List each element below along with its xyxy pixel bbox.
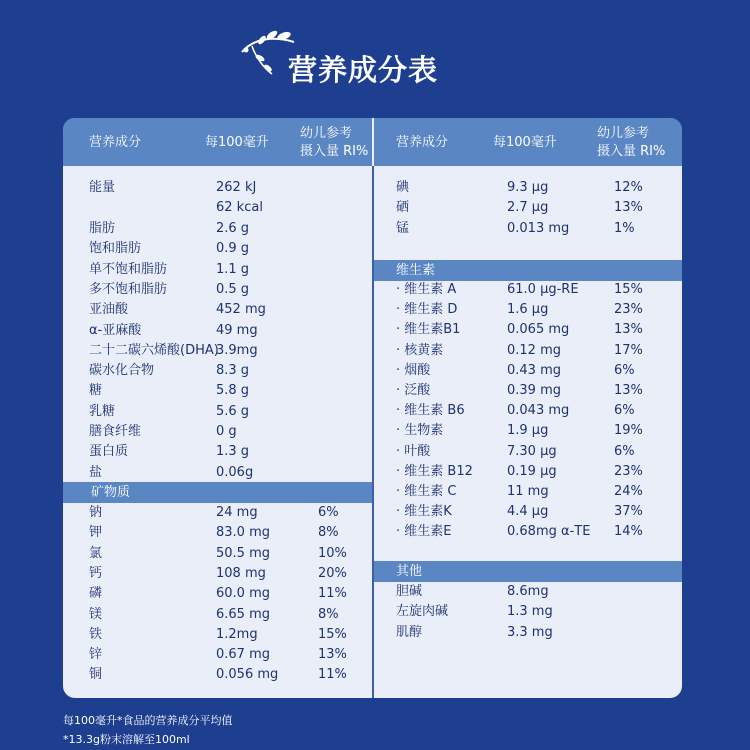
table-row (63, 198, 682, 218)
cell-name: 亚油酸 (89, 302, 129, 318)
cell-value: 8.3 g (216, 363, 250, 379)
table-row (63, 462, 682, 482)
table-row (63, 582, 682, 602)
cell-ri: 19% (614, 423, 643, 439)
cell-value: 1.6 µg (507, 302, 549, 318)
cell-name: 钠 (89, 505, 103, 520)
table-row (63, 381, 682, 401)
cell-name: · 维生素E (396, 524, 452, 540)
table-row (63, 260, 682, 280)
cell-name: 碘 (396, 180, 410, 195)
table-header-left (63, 118, 372, 166)
cell-ri: 23% (614, 302, 643, 318)
cell-name: 饱和脂肪 (89, 241, 142, 257)
table-row (63, 482, 682, 502)
header-ri-line1: 幼儿参考 (597, 126, 650, 141)
cell-ri: 8% (318, 525, 339, 541)
cell-name: 糖 (89, 383, 103, 399)
cell-value: 0.056 mg (216, 667, 279, 683)
cell-value: 50.5 mg (216, 545, 270, 561)
cell-value: 2.6 g (216, 221, 250, 236)
table-row (63, 280, 682, 300)
header-value: 每100毫升 (205, 135, 269, 150)
cell-value: 11 mg (507, 484, 549, 499)
header-ri-line1: 幼儿参考 (300, 126, 353, 141)
cell-value: 0.39 mg (507, 383, 561, 398)
cell-name: · 维生素 A (396, 282, 457, 297)
table-row (63, 522, 682, 542)
cell-value: 0.065 mg (507, 322, 570, 338)
cell-name: 脂肪 (89, 221, 116, 236)
cell-name: 能量 (89, 180, 116, 195)
cell-name: · 维生素 D (396, 302, 458, 318)
cell-value: 4.4 µg (507, 504, 549, 520)
cell-value: 0.043 mg (507, 403, 570, 419)
cell-value: 0 g (216, 424, 237, 439)
cell-value: 24 mg (216, 505, 258, 520)
cell-ri: 10% (318, 545, 347, 561)
header-ri-line2: 摄入量 RI% (597, 144, 666, 159)
table-row (63, 502, 682, 522)
cell-name: · 维生素B1 (396, 322, 461, 338)
cell-name: 锌 (89, 647, 103, 663)
cell-name: · 烟酸 (396, 362, 431, 378)
table-header-right (374, 118, 682, 166)
cell-ri: 1% (614, 220, 635, 236)
footnote-2: *13.3g粉末溶解至100ml (63, 733, 190, 746)
cell-value: 7.30 µg (507, 443, 557, 459)
cell-value: 1.3 mg (507, 604, 553, 620)
table-row (63, 623, 682, 643)
cell-name: 肌醇 (396, 624, 423, 640)
cell-ri: 8% (318, 606, 339, 622)
cell-ri: 13% (614, 200, 643, 216)
cell-name: 多不饱和脂肪 (89, 281, 168, 297)
table-row (63, 602, 682, 622)
cell-ri: 24% (614, 484, 643, 499)
cell-name: · 叶酸 (396, 443, 431, 459)
cell-value: 0.5 g (216, 281, 250, 297)
cell-value: 262 kJ (216, 180, 257, 195)
table-row (63, 341, 682, 361)
footnote-1: 每100毫升*食品的营养成分平均值 (63, 714, 233, 727)
cell-ri: 14% (614, 524, 643, 540)
cell-name: 左旋肉碱 (396, 604, 449, 620)
table-row (63, 219, 682, 239)
table-row (63, 300, 682, 320)
cell-ri: 17% (614, 342, 643, 358)
header-ri-line2: 摄入量 RI% (300, 144, 369, 159)
cell-ri: 23% (614, 463, 643, 479)
cell-value: 3.3 mg (507, 624, 553, 640)
cell-name: · 泛酸 (396, 383, 431, 398)
cell-name: · 维生素 B12 (396, 463, 473, 479)
table-row (63, 564, 682, 584)
cell-ri: 11% (318, 667, 347, 683)
cell-name: 单不饱和脂肪 (89, 261, 168, 277)
table-row (63, 421, 682, 441)
cell-value: 2.7 µg (507, 200, 549, 216)
cell-value: 452 mg (216, 302, 266, 318)
cell-name: · 生物素 (396, 423, 444, 439)
cell-ri: 15% (318, 626, 347, 642)
cell-value: 1.9 µg (507, 423, 549, 439)
section-minerals: 矿物质 (63, 482, 372, 503)
header-name: 营养成分 (89, 135, 142, 150)
cell-value: 0.12 mg (507, 342, 561, 358)
cell-name: 膳食纤维 (89, 424, 142, 439)
cell-name: 氯 (89, 545, 103, 561)
cell-ri: 6% (614, 443, 635, 459)
cell-value: 6.65 mg (216, 606, 270, 622)
cell-name: · 维生素 B6 (396, 403, 465, 419)
cell-value: 1.3 g (216, 444, 250, 460)
cell-name: 铜 (89, 667, 103, 683)
section-others: 其他 (374, 561, 682, 582)
header-name: 营养成分 (396, 135, 449, 150)
cell-name: 乳糖 (89, 403, 116, 419)
cell-name: 蛋白质 (89, 444, 129, 460)
table-row (63, 361, 682, 381)
cell-value: 5.6 g (216, 403, 250, 419)
cell-ri: 6% (318, 505, 339, 520)
cell-value: 61.0 µg-RE (507, 282, 579, 297)
cell-value: 3.9mg (216, 342, 258, 358)
cell-value: 62 kcal (216, 200, 263, 216)
cell-ri: 6% (614, 403, 635, 419)
cell-value: 0.68mg α-TE (507, 524, 591, 540)
nutrition-table (63, 118, 682, 698)
table-row (63, 239, 682, 259)
cell-value: 5.8 g (216, 383, 250, 399)
cell-name: · 核黄素 (396, 342, 444, 358)
cell-name: 盐 (89, 464, 103, 480)
cell-value: 0.19 µg (507, 463, 557, 479)
cell-name: 钙 (89, 565, 103, 581)
cell-value: 108 mg (216, 565, 266, 581)
table-row (63, 645, 682, 665)
cell-name: α-亚麻酸 (89, 322, 142, 338)
cell-name: 镁 (89, 606, 103, 622)
cell-ri: 15% (614, 282, 643, 297)
cell-name: · 维生素K (396, 504, 452, 520)
cell-value: 0.013 mg (507, 220, 570, 236)
cell-value: 0.67 mg (216, 647, 270, 663)
cell-name: 碳水化合物 (89, 363, 155, 379)
cell-ri: 12% (614, 180, 643, 195)
cell-ri: 20% (318, 565, 347, 581)
cell-ri: 13% (614, 383, 643, 398)
cell-name: 硒 (396, 200, 410, 216)
table-row (63, 178, 682, 198)
cell-value: 83.0 mg (216, 525, 270, 541)
cell-name: · 维生素 C (396, 484, 457, 499)
cell-value: 1.1 g (216, 261, 250, 277)
cell-ri: 6% (614, 362, 635, 378)
cell-name: 铁 (89, 626, 103, 642)
cell-ri: 13% (614, 322, 643, 338)
table-row (63, 401, 682, 421)
cell-value: 0.06g (216, 464, 254, 480)
table-row (63, 442, 682, 462)
cell-name: 胆碱 (396, 584, 423, 599)
cell-value: 0.43 mg (507, 362, 561, 378)
table-row (63, 544, 682, 564)
table-row (63, 320, 682, 340)
cell-value: 60.0 mg (216, 586, 270, 602)
cell-name: 二十二碳六烯酸(DHA) (89, 342, 219, 358)
cell-ri: 37% (614, 504, 643, 520)
cell-name: 磷 (89, 586, 103, 602)
cell-value: 9.3 µg (507, 180, 549, 195)
cell-value: 49 mg (216, 322, 258, 338)
table-row (63, 665, 682, 685)
page-title: 营养成分表 (288, 53, 439, 87)
section-vitamins: 维生素 (374, 260, 682, 281)
cell-ri: 13% (318, 647, 347, 663)
cell-ri: 11% (318, 586, 347, 602)
cell-value: 0.9 g (216, 241, 250, 257)
cell-value: 8.6mg (507, 584, 549, 599)
cell-name: 钾 (89, 525, 103, 541)
header-value: 每100毫升 (493, 135, 557, 150)
cell-value: 1.2mg (216, 626, 258, 642)
cell-name: 锰 (396, 220, 410, 236)
